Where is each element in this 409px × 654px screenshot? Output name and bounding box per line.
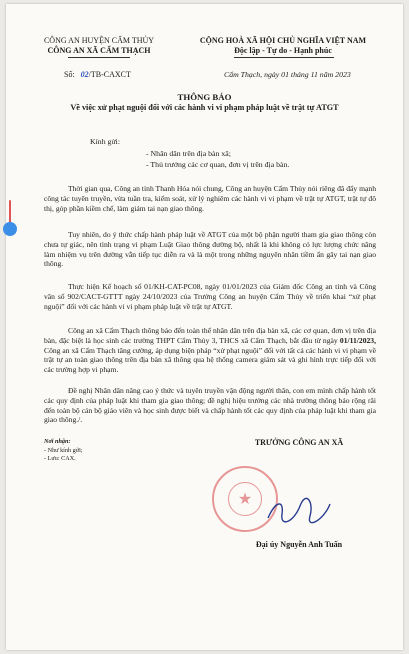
motto-underline bbox=[234, 57, 334, 58]
body-paragraph-3: Thực hiện Kế hoạch số 01/KH-CAT-PC08, ngày 01/01/2023 của Giám đốc Công an tỉnh và Công văn số 902/CACT-GTTT ngày 24/10/2023 của Trưởng Công an huyện Cẩm Thủy về triển khai “xử phạt nguội” đối với các hành vi vi phạm pháp luật về trật tự ATGT. bbox=[44, 282, 376, 311]
document-page bbox=[6, 4, 403, 650]
country-name: CỘNG HOÀ XÃ HỘI CHỦ NGHĨA VIỆT NAM bbox=[199, 36, 367, 45]
body-p4-date: 01/11/2023, bbox=[339, 335, 376, 345]
scroll-thumb[interactable] bbox=[3, 222, 17, 236]
signer-name: Đại úy Nguyễn Anh Tuấn bbox=[255, 540, 343, 549]
motto: Độc lập - Tự do - Hạnh phúc bbox=[234, 46, 332, 55]
doc-subject: Về việc xử phạt nguội đối với các hành vi vi phạm pháp luật về trật tự ATGT bbox=[70, 103, 339, 112]
body-paragraph-1: Thời gian qua, Công an tỉnh Thanh Hóa nói chung, Công an huyện Cẩm Thủy nói riêng đã đẩy mạnh công tác tuyên truyền, vừa tuần tra, kiểm soát, xử lý nghiêm các hành vi vi phạm về trật tự ATGT, trật tự đô thị, góp phần kiềm chế, làm giảm tai nạn giao thông. bbox=[44, 184, 376, 213]
doc-number bbox=[64, 70, 131, 79]
org-underline bbox=[68, 57, 130, 58]
body-paragraph-2: Tuy nhiên, do ý thức chấp hành pháp luật về ATGT của một bộ phận người tham gia giao thông còn chưa tự giác, nên tình trạng vi phạm Luật Giao thông đường bộ, nhất là khi không có lực lượng chức năng làm nhiệm vụ trên đường vẫn tiếp tục diễn ra và là một trong những nguyên nhân tiềm ẩn gây tai nạn giao thông. bbox=[44, 230, 376, 269]
org-parent: CÔNG AN HUYỆN CẨM THỦY bbox=[43, 36, 155, 45]
recipients-label: Kính gửi: bbox=[90, 137, 120, 146]
body-p4-part-a: Công an xã Cẩm Thạch thông báo đến toàn thể nhân dân trên địa bàn xã, các cơ quan, đơn vị trên địa bàn, đặc biệt là học sinh các trường THPT Cẩm Thủy 3, THCS xã Cẩm Thạch, bắt đầu từ ngày bbox=[44, 326, 376, 345]
seal-star-icon: ★ bbox=[237, 491, 253, 508]
recipient-item: - Nhân dân trên địa bàn xã; bbox=[146, 149, 231, 158]
doc-number-label: Số: bbox=[64, 70, 75, 79]
scroll-indicator[interactable] bbox=[3, 200, 17, 240]
body-paragraph-4 bbox=[44, 326, 376, 375]
footer-recipient: - Lưu: CAX. bbox=[44, 455, 76, 462]
body-paragraph-5: Đề nghị Nhân dân nâng cao ý thức và tuyên truyền vận động người thân, con em mình chấp hành tốt các quy định của pháp luật khi tham gia giao thông; đề nghị hiệu trưởng các nhà trường thông báo rộng rãi đến toàn bộ cán bộ giáo viên và học sinh được biết và chấp hành tốt các quy định của pháp luật khi tham gia giao thông./. bbox=[44, 386, 376, 425]
recipient-item: - Thủ trưởng các cơ quan, đơn vị trên địa bàn. bbox=[146, 160, 290, 169]
doc-number-suffix: /TB-CAXCT bbox=[88, 70, 131, 79]
org-name: CÔNG AN XÃ CẨM THẠCH bbox=[47, 46, 151, 55]
footer-recipients-label: Nơi nhận: bbox=[44, 438, 71, 445]
place-date: Cẩm Thạch, ngày 01 tháng 11 năm 2023 bbox=[224, 70, 351, 79]
footer-recipient: - Như kính gửi; bbox=[44, 447, 83, 454]
signer-title: TRƯỞNG CÔNG AN XÃ bbox=[254, 438, 344, 447]
signature-icon bbox=[264, 496, 334, 526]
doc-title: THÔNG BÁO bbox=[177, 92, 232, 102]
body-p4-part-b: Công an xã Cẩm Thạch tăng cường, áp dụng biện pháp “xử phạt nguội” đối với tất cả các hành vi vi phạm về trật tự an toàn giao thông trên địa bàn xã thông qua hệ thống camera giám sát và ghi hình trực tiếp đối với các trường hợp vi phạm. bbox=[44, 345, 376, 375]
seal-inner-ring bbox=[228, 482, 262, 516]
doc-number-value: 02 bbox=[80, 70, 89, 79]
